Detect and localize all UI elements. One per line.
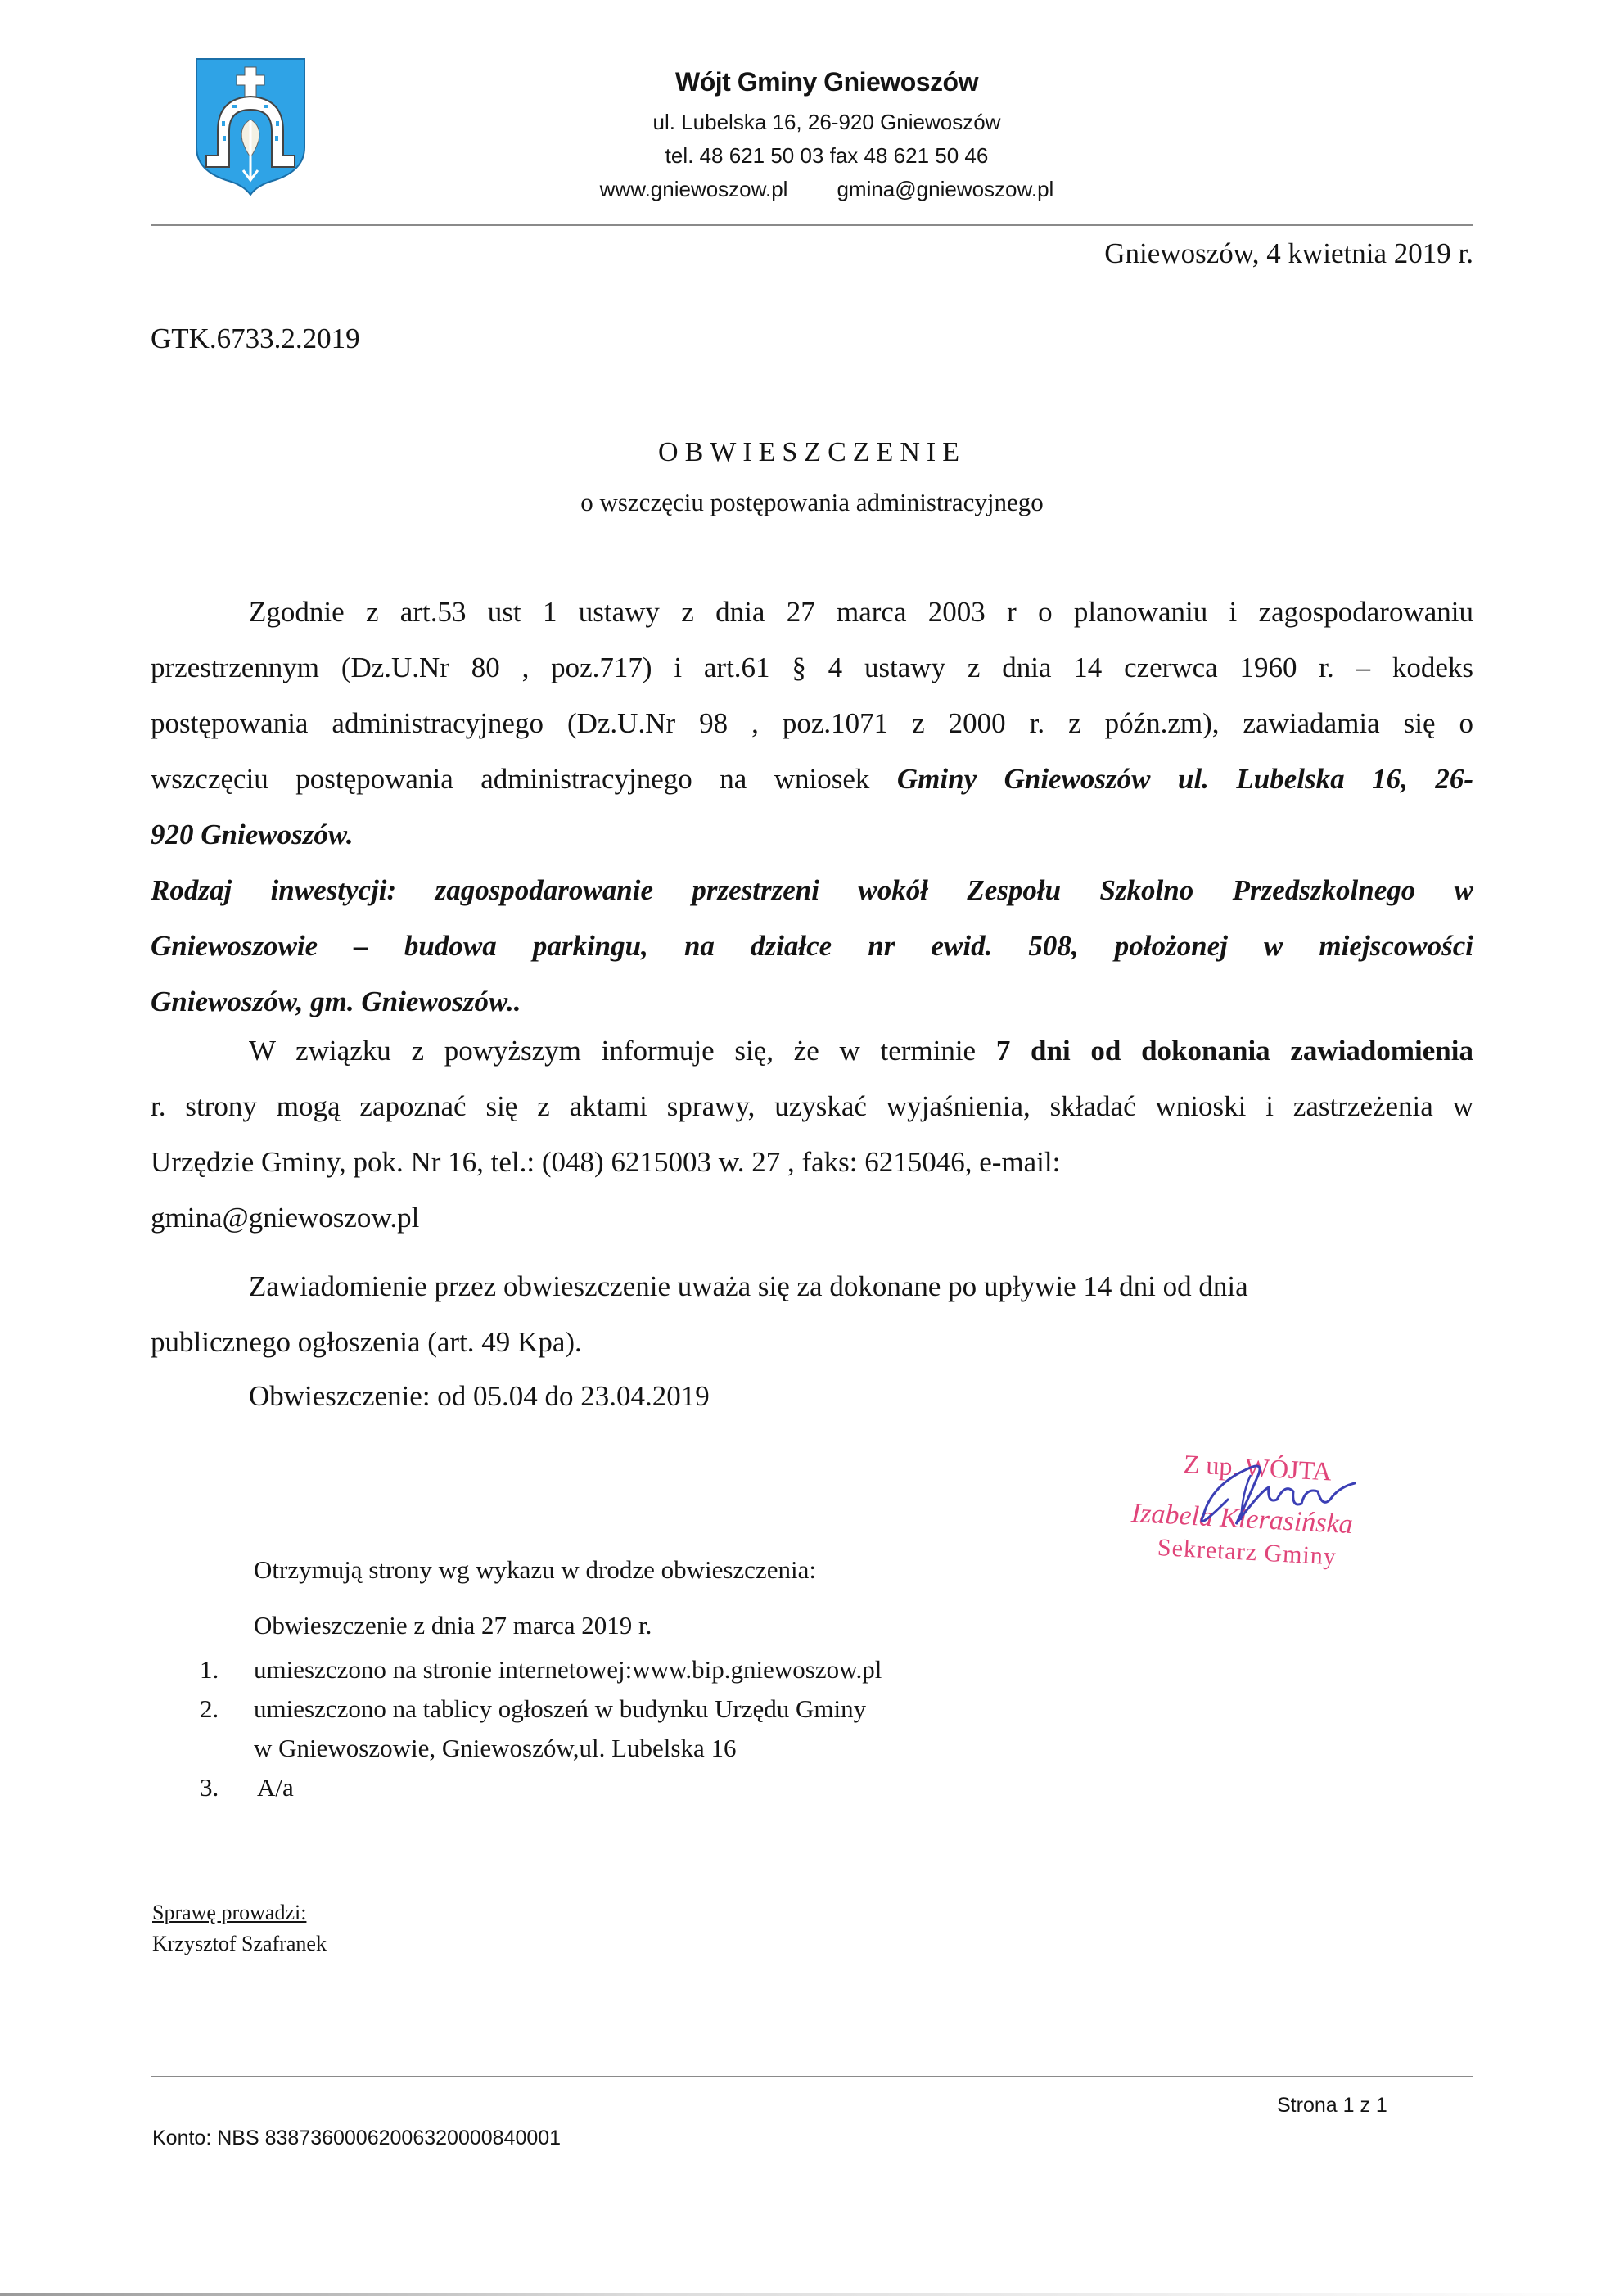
bank-account: Konto: NBS 83873600062006320000840001 <box>152 2127 562 2149</box>
paragraph-line: postępowania administracyjnego (Dz.U.Nr 98 , poz.1071 z 2000 r. z późn.zm), zawiadamia się o <box>151 707 1473 739</box>
signature-icon <box>1162 1442 1359 1540</box>
paragraph-line <box>151 763 1473 819</box>
paragraph-line: Zgodnie z art.53 ust 1 ustawy z dnia 27 marca 2003 r o planowaniu i zagospodarowaniu <box>249 596 1473 628</box>
list-item-number: 1. <box>200 1655 219 1684</box>
applicant: Gminy Gniewoszów ul. Lubelska 16, 26- <box>896 763 1473 795</box>
paragraph-line <box>151 1035 1473 1090</box>
paragraph-deadline <box>151 1035 1473 1257</box>
footer-divider <box>151 2076 1473 2077</box>
stamp-authority: Z up. WÓJTA <box>1183 1449 1333 1486</box>
paragraph-notice <box>151 1270 1473 1382</box>
scan-edge <box>0 2293 1624 2296</box>
letterhead-email[interactable]: gmina@gniewoszow.pl <box>837 177 1054 201</box>
letterhead-address: ul. Lubelska 16, 26-920 Gniewoszów <box>652 110 1001 134</box>
letterhead-contacts <box>491 177 1162 202</box>
investment-type: Rodzaj inwestycji: zagospodarowanie przestrzeni wokół Zespołu Szkolno Przedszkolnego w <box>151 874 1473 906</box>
letterhead-website[interactable]: www.gniewoszow.pl <box>599 177 788 201</box>
page-number: Strona 1 z 1 <box>1277 2094 1387 2117</box>
paragraph-text: wszczęciu postępowania administracyjnego na wniosek <box>151 763 897 795</box>
paragraph-line: Urzędzie Gminy, pok. Nr 16, tel.: (048) 6215003 w. 27 , faks: 6215046, e-mail: <box>151 1146 1061 1178</box>
case-handler-name: Krzysztof Szafranek <box>152 1932 327 1955</box>
list-item-number: 2. <box>200 1694 219 1723</box>
list-item: umieszczono na stronie internetowej:www.bip.gniewoszow.pl <box>254 1655 882 1684</box>
paragraph-line: Zawiadomienie przez obwieszczenie uważa się za dokonane po upływie 14 dni od dnia <box>249 1270 1248 1302</box>
list-item-number: 3. <box>200 1773 219 1802</box>
deadline-highlight: 7 dni od dokonania zawiadomienia <box>995 1035 1473 1067</box>
posting-period-text: Obwieszczenie: od 05.04 do 23.04.2019 <box>249 1380 710 1412</box>
header-divider <box>151 224 1473 226</box>
paragraph-line: przestrzennym (Dz.U.Nr 80 , poz.717) i art.61 § 4 ustawy z dnia 14 czerwca 1960 r. – kodeks <box>151 652 1473 683</box>
paragraph-legal-basis <box>151 596 1473 1041</box>
paragraph-text: W związku z powyższym informuje się, że w terminie <box>249 1035 996 1067</box>
investment-type: Gniewoszowie – budowa parkingu, na działce nr ewid. 508, położonej w miejscowości <box>151 930 1473 962</box>
stamp-position: Sekretarz Gminy <box>1157 1534 1338 1571</box>
contact-email[interactable]: gmina@gniewoszow.pl <box>151 1202 420 1234</box>
list-item: umieszczono na tablicy ogłoszeń w budynku Urzędu Gminy <box>254 1694 867 1723</box>
place-date: Gniewoszów, 4 kwietnia 2019 r. <box>1104 237 1473 269</box>
letterhead-phone: tel. 48 621 50 03 fax 48 621 50 46 <box>665 143 989 168</box>
case-handler-label: Sprawę prowadzi: <box>152 1901 307 1924</box>
list-item: A/a <box>257 1773 294 1802</box>
letterhead-title: Wójt Gminy Gniewoszów <box>675 67 978 97</box>
document-title: OBWIESZCZENIE <box>658 437 966 467</box>
investment-type: Gniewoszów, gm. Gniewoszów.. <box>151 986 521 1017</box>
distribution-notice-date: Obwieszczenie z dnia 27 marca 2019 r. <box>254 1611 652 1640</box>
list-item-continued: w Gniewoszowie, Gniewoszów,ul. Lubelska 16 <box>254 1734 737 1762</box>
applicant-continued: 920 Gniewoszów. <box>151 819 354 850</box>
official-stamp <box>1121 1442 1416 1586</box>
coat-of-arms-icon <box>193 56 308 196</box>
posting-period <box>151 1380 1473 1436</box>
reference-number: GTK.6733.2.2019 <box>151 323 360 354</box>
distribution-heading: Otrzymują strony wg wykazu w drodze obwieszczenia: <box>254 1555 816 1584</box>
paragraph-line: publicznego ogłoszenia (art. 49 Kpa). <box>151 1326 582 1358</box>
paragraph-line: r. strony mogą zapoznać się z aktami sprawy, uzyskać wyjaśnienia, składać wnioski i zastrzeżenia w <box>151 1090 1473 1122</box>
document-subtitle: o wszczęciu postępowania administracyjnego <box>580 488 1044 516</box>
stamp-name: Izabela Kierasińska <box>1130 1498 1354 1540</box>
